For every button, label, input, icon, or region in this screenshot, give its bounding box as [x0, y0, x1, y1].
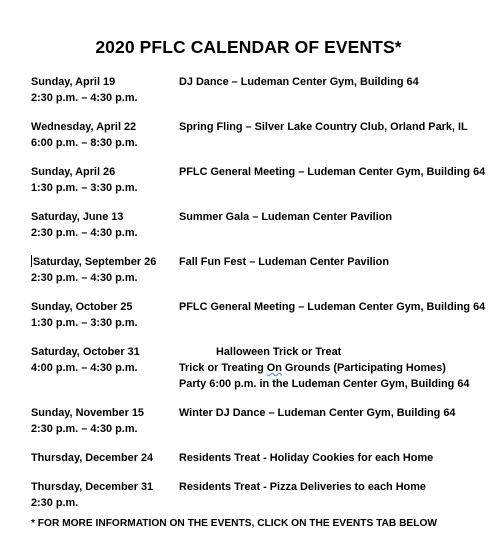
event-description: Spring Fling – Silver Lake Country Club, Orland Park, IL	[179, 121, 468, 133]
spellcheck-word: On	[266, 362, 282, 374]
event-entry	[31, 299, 497, 331]
event-description: PFLC General Meeting – Ludeman Center Gym, Building 64	[179, 166, 486, 178]
event-day: Saturday, June 13	[31, 211, 124, 223]
event-description: Summer Gala – Ludeman Center Pavilion	[179, 211, 393, 223]
event-entry	[31, 209, 497, 241]
event-description: Residents Treat - Pizza Deliveries to each Home	[179, 481, 426, 493]
event-day: Sunday, October 25	[31, 301, 133, 313]
event-day: Saturday, September 26	[33, 256, 157, 268]
event-day: Saturday, October 31	[31, 346, 140, 358]
event-day: Wednesday, April 22	[31, 121, 137, 133]
event-description: Winter DJ Dance – Ludeman Center Gym, Building 64	[179, 407, 456, 419]
event-day: Thursday, December 31	[31, 481, 154, 493]
event-day: Sunday, April 19	[31, 76, 116, 88]
event-time: 1:30 p.m. – 3:30 p.m.	[31, 182, 138, 194]
event-description: PFLC General Meeting – Ludeman Center Gym, Building 64	[179, 301, 486, 313]
event-entry	[31, 74, 497, 106]
event-day: Sunday, April 26	[31, 166, 116, 178]
page-title: 2020 PFLC CALENDAR OF EVENTS*	[95, 37, 402, 57]
footer-note: * FOR MORE INFORMATION ON THE EVENTS, CLICK ON THE EVENTS TAB BELOW	[31, 518, 437, 529]
event-description: Party 6:00 p.m. in the Ludeman Center Gym, Building 64	[179, 378, 470, 390]
event-description: Fall Fun Fest – Ludeman Center Pavilion	[179, 256, 389, 268]
event-description: DJ Dance – Ludeman Center Gym, Building 64	[179, 76, 419, 88]
event-entry	[31, 479, 497, 511]
event-entry	[31, 164, 497, 196]
event-entry	[31, 119, 497, 151]
event-day: Sunday, November 15	[31, 407, 144, 419]
event-entry	[31, 450, 497, 466]
event-time: 2:30 p.m. – 4:30 p.m.	[31, 227, 138, 239]
event-list	[31, 74, 497, 511]
event-heading: Halloween Trick or Treat	[216, 346, 342, 358]
event-description: Trick or Treating On Grounds (Participating Homes)	[179, 362, 446, 374]
event-time: 2:30 p.m.	[31, 497, 79, 509]
event-entry	[31, 405, 497, 437]
event-entry	[31, 344, 497, 392]
text-cursor	[31, 255, 32, 267]
event-description: Residents Treat - Holiday Cookies for each Home	[179, 452, 434, 464]
event-time: 2:30 p.m. – 4:30 p.m.	[31, 423, 138, 435]
event-time: 2:30 p.m. – 4:30 p.m.	[31, 92, 138, 104]
event-time: 2:30 p.m. – 4:30 p.m.	[31, 272, 138, 284]
event-day: Thursday, December 24	[31, 452, 154, 464]
event-entry	[31, 254, 497, 286]
event-time: 1:30 p.m. – 3:30 p.m.	[31, 317, 138, 329]
event-time: 6:00 p.m. – 8:30 p.m.	[31, 137, 138, 149]
event-time: 4:00 p.m. – 4:30 p.m.	[31, 362, 138, 374]
